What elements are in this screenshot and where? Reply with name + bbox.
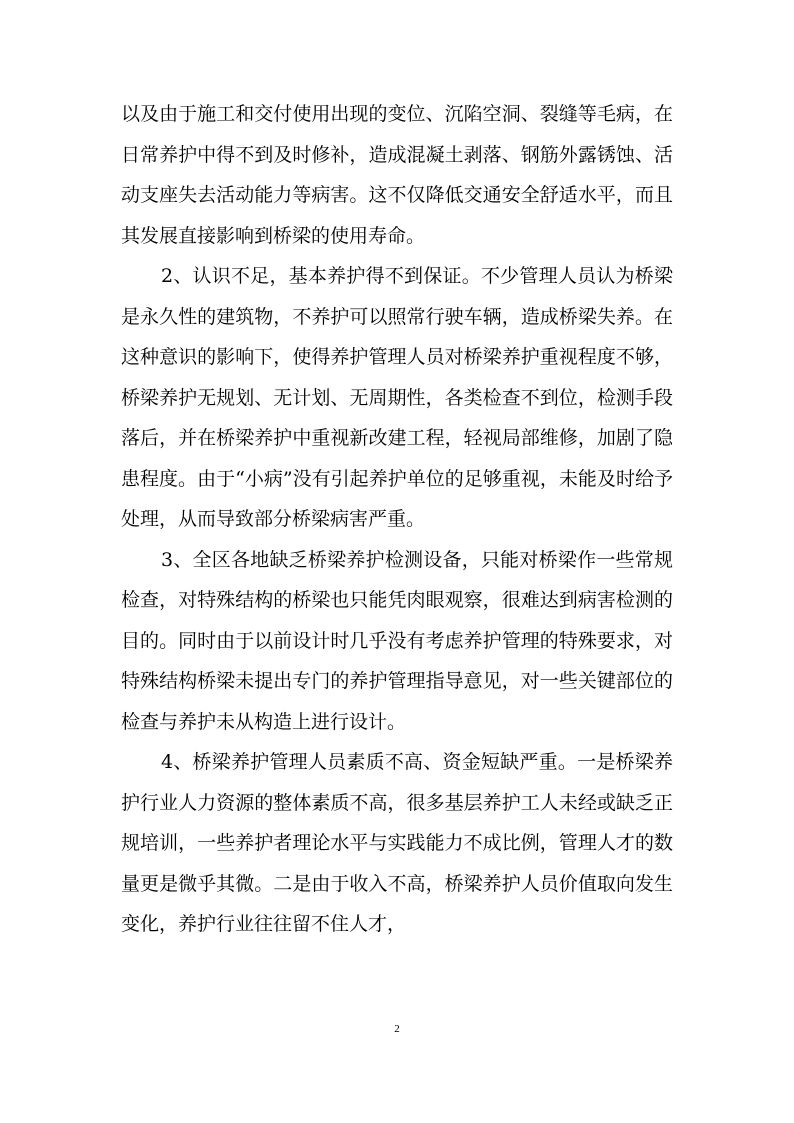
paragraph-item-4: 4、桥梁养护管理人员素质不高、资金短缺严重。一是桥梁养护行业人力资源的整体素质不高，很多基层养护工人未经或缺乏正规培训，一些养护者理论水平与实践能力不成比例，管理人才的数量更是微乎其微。二是由于收入不高，桥梁养护人员价值取向发生变化，养护行业往往留不住人才， (121, 751, 673, 935)
document-body (121, 94, 673, 945)
paragraph-continued: 以及由于施工和交付使用出现的变位、沉陷空洞、裂缝等毛病，在日常养护中得不到及时修补，造成混凝土剥落、钢筋外露锈蚀、活动支座失去活动能力等病害。这不仅降低交通安全舒适水平，而且其发展直接影响到桥梁的使用寿命。 (121, 103, 673, 247)
page-number: 2 (394, 1023, 400, 1035)
paragraph-item-2: 2、认识不足，基本养护得不到保证。不少管理人员认为桥梁是永久性的建筑物，不养护可以照常行驶车辆，造成桥梁失养。在这种意识的影响下，使得养护管理人员对桥梁养护重视程度不够，桥梁养护无规划、无计划、无周期性，各类检查不到位，检测手段落后，并在桥梁养护中重视新改建工程，轻视局部维修，加剧了隐患程度。由于“小病”没有引起养护单位的足够重视，未能及时给予处理，从而导致部分桥梁病害严重。 (121, 265, 673, 530)
paragraph-item-3: 3、全区各地缺乏桥梁养护检测设备，只能对桥梁作一些常规检查，对特殊结构的桥梁也只能凭肉眼观察，很难达到病害检测的目的。同时由于以前设计时几乎没有考虑养护管理的特殊要求，对特殊结构桥梁未提出专门的养护管理指导意见，对一些关键部位的检查与养护未从构造上进行设计。 (121, 548, 673, 733)
